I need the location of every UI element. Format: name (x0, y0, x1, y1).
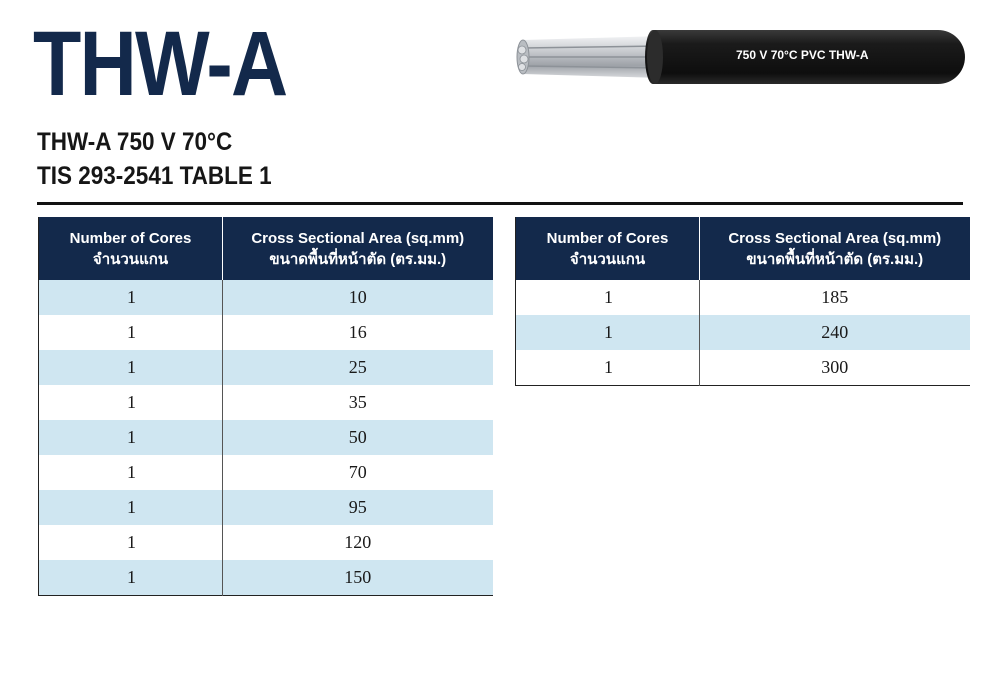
column-header-cores (516, 217, 700, 280)
table-row (39, 525, 493, 560)
column-header-cores-th: จำนวนแกน (92, 250, 169, 268)
cores-cell: 1 (39, 525, 223, 560)
table-row (516, 280, 970, 315)
table-row (516, 350, 970, 386)
cable-rating-subtitle: THW-A 750 V 70°C (37, 128, 233, 156)
area-cell: 120 (223, 525, 493, 560)
area-cell: 95 (223, 490, 493, 525)
area-cell: 70 (223, 455, 493, 490)
table-row (39, 315, 493, 350)
cores-cell: 1 (39, 560, 223, 596)
table-row (516, 315, 970, 350)
table-header-row (516, 217, 970, 280)
area-cell: 150 (223, 560, 493, 596)
area-cell: 25 (223, 350, 493, 385)
standard-subtitle: TIS 293-2541 TABLE 1 (37, 162, 272, 190)
page-title: THW-A (33, 13, 287, 115)
column-header-area-en: Cross Sectional Area (sq.mm) (728, 229, 942, 247)
column-header-area (223, 217, 493, 280)
area-cell: 10 (223, 280, 493, 315)
area-cell: 16 (223, 315, 493, 350)
cores-cell: 1 (516, 315, 700, 350)
column-header-cores-en: Number of Cores (546, 229, 669, 247)
table-row (39, 385, 493, 420)
cores-cell: 1 (39, 280, 223, 315)
area-cell: 240 (700, 315, 970, 350)
cores-cell: 1 (39, 350, 223, 385)
cable-print-label: 750 V 70°C PVC THW-A (736, 48, 869, 62)
header-divider (37, 202, 963, 205)
table-row (39, 560, 493, 596)
cores-cell: 1 (39, 420, 223, 455)
table-row (39, 420, 493, 455)
column-header-area-en: Cross Sectional Area (sq.mm) (251, 229, 465, 247)
cores-cell: 1 (39, 385, 223, 420)
size-table-right (515, 217, 970, 386)
column-header-cores-th: จำนวนแกน (569, 250, 646, 268)
column-header-cores (39, 217, 223, 280)
area-cell: 35 (223, 385, 493, 420)
column-header-cores-en: Number of Cores (69, 229, 192, 247)
cores-cell: 1 (39, 315, 223, 350)
area-cell: 50 (223, 420, 493, 455)
cores-cell: 1 (39, 455, 223, 490)
table-header-row (39, 217, 493, 280)
conductor-strands (517, 36, 663, 78)
cores-cell: 1 (39, 490, 223, 525)
cores-cell: 1 (516, 280, 700, 315)
column-header-area-th: ขนาดพื้นที่หน้าตัด (ตร.มม.) (746, 250, 924, 268)
column-header-area-th: ขนาดพื้นที่หน้าตัด (ตร.มม.) (269, 250, 447, 268)
table-row (39, 455, 493, 490)
area-cell: 185 (700, 280, 970, 315)
size-table-left (38, 217, 493, 596)
table-row (39, 280, 493, 315)
table-row (39, 350, 493, 385)
table-row (39, 490, 493, 525)
column-header-area (700, 217, 970, 280)
cores-cell: 1 (516, 350, 700, 386)
area-cell: 300 (700, 350, 970, 386)
